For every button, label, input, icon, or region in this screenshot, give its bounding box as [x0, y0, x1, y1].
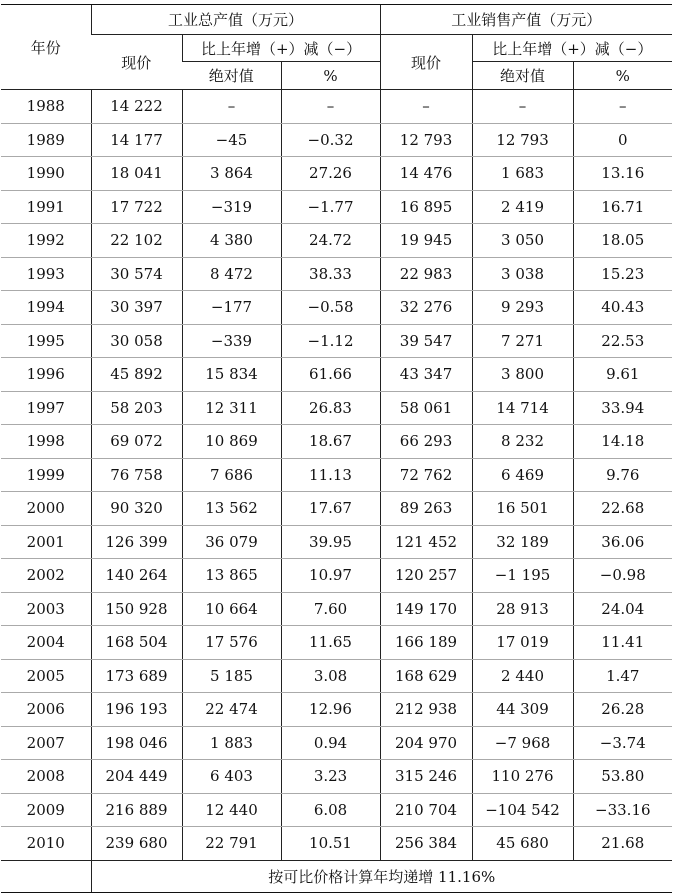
gross-current-cell: 30 574 [91, 257, 182, 291]
gross-absolute-cell: 1 883 [182, 726, 281, 760]
sales-absolute-cell: −1 195 [472, 559, 573, 593]
sales-current-cell: 121 452 [380, 525, 472, 559]
sales-current-cell: 19 945 [380, 224, 472, 258]
gross-current-cell: 239 680 [91, 827, 182, 861]
table-row [1, 760, 672, 794]
year-cell: 1988 [1, 90, 91, 124]
year-cell: 1996 [1, 358, 91, 392]
sales-percent-cell: 15.23 [573, 257, 672, 291]
gross-current-cell: 14 177 [91, 123, 182, 157]
sales-absolute-cell: 28 913 [472, 592, 573, 626]
sales-percent-cell: 36.06 [573, 525, 672, 559]
year-cell: 2005 [1, 659, 91, 693]
gross-absolute-cell: 4 380 [182, 224, 281, 258]
gross-absolute-cell: 10 869 [182, 425, 281, 459]
gross-current-cell: 168 504 [91, 626, 182, 660]
sales-percent-cell: 21.68 [573, 827, 672, 861]
header-gross-absolute: 绝对值 [182, 62, 281, 90]
gross-percent-cell: 11.13 [281, 458, 380, 492]
gross-percent-cell: −0.32 [281, 123, 380, 157]
gross-percent-cell: 18.67 [281, 425, 380, 459]
header-gross-output: 工业总产值（万元） [91, 5, 380, 35]
sales-current-cell: 149 170 [380, 592, 472, 626]
gross-current-cell: 69 072 [91, 425, 182, 459]
table-row [1, 291, 672, 325]
sales-absolute-cell: 3 050 [472, 224, 573, 258]
gross-current-cell: 90 320 [91, 492, 182, 526]
table-row [1, 693, 672, 727]
table-row [1, 324, 672, 358]
table-row [1, 592, 672, 626]
sales-absolute-cell: 110 276 [472, 760, 573, 794]
table-row [1, 559, 672, 593]
gross-absolute-cell: 7 686 [182, 458, 281, 492]
sales-current-cell: 210 704 [380, 793, 472, 827]
sales-percent-cell: 0 [573, 123, 672, 157]
sales-percent-cell: −3.74 [573, 726, 672, 760]
gross-absolute-cell: −45 [182, 123, 281, 157]
sales-percent-cell: 53.80 [573, 760, 672, 794]
gross-current-cell: 140 264 [91, 559, 182, 593]
gross-percent-cell: 7.60 [281, 592, 380, 626]
gross-current-cell: 30 058 [91, 324, 182, 358]
sales-absolute-cell: 6 469 [472, 458, 573, 492]
gross-absolute-cell: 6 403 [182, 760, 281, 794]
gross-percent-cell: 3.23 [281, 760, 380, 794]
sales-current-cell: 32 276 [380, 291, 472, 325]
gross-percent-cell: −1.77 [281, 190, 380, 224]
year-cell: 2003 [1, 592, 91, 626]
sales-percent-cell: 13.16 [573, 157, 672, 191]
year-cell: 1995 [1, 324, 91, 358]
year-cell: 1994 [1, 291, 91, 325]
year-cell: 1993 [1, 257, 91, 291]
year-cell: 1990 [1, 157, 91, 191]
gross-current-cell: 30 397 [91, 291, 182, 325]
gross-current-cell: 22 102 [91, 224, 182, 258]
sales-percent-cell: 16.71 [573, 190, 672, 224]
sales-absolute-cell: 32 189 [472, 525, 573, 559]
sales-current-cell: 14 476 [380, 157, 472, 191]
sales-current-cell: 89 263 [380, 492, 472, 526]
sales-current-cell: 72 762 [380, 458, 472, 492]
header-sales-output: 工业销售产值（万元） [380, 5, 672, 35]
sales-current-cell: 120 257 [380, 559, 472, 593]
gross-current-cell: 76 758 [91, 458, 182, 492]
sales-percent-cell: 22.53 [573, 324, 672, 358]
table-row [1, 458, 672, 492]
year-cell: 1989 [1, 123, 91, 157]
sales-absolute-cell: 45 680 [472, 827, 573, 861]
sales-current-cell: 66 293 [380, 425, 472, 459]
sales-percent-cell: 9.76 [573, 458, 672, 492]
table-row [1, 492, 672, 526]
sales-percent-cell: 11.41 [573, 626, 672, 660]
footer-empty-cell [1, 860, 91, 892]
table-row [1, 224, 672, 258]
gross-absolute-cell: 10 664 [182, 592, 281, 626]
table-header [1, 5, 672, 90]
gross-percent-cell: 26.83 [281, 391, 380, 425]
sales-current-cell: 166 189 [380, 626, 472, 660]
year-cell: 1998 [1, 425, 91, 459]
sales-current-cell: 315 246 [380, 760, 472, 794]
gross-percent-cell: 17.67 [281, 492, 380, 526]
year-cell: 2006 [1, 693, 91, 727]
sales-absolute-cell: 14 714 [472, 391, 573, 425]
year-cell: 2009 [1, 793, 91, 827]
gross-percent-cell: 6.08 [281, 793, 380, 827]
gross-percent-cell: 39.95 [281, 525, 380, 559]
sales-percent-cell: 22.68 [573, 492, 672, 526]
sales-absolute-cell: 8 232 [472, 425, 573, 459]
sales-absolute-cell: 12 793 [472, 123, 573, 157]
table-row [1, 793, 672, 827]
header-sales-percent: % [573, 62, 672, 90]
table-row [1, 626, 672, 660]
sales-percent-cell: −33.16 [573, 793, 672, 827]
gross-percent-cell: 27.26 [281, 157, 380, 191]
gross-absolute-cell: 13 562 [182, 492, 281, 526]
gross-absolute-cell: 3 864 [182, 157, 281, 191]
gross-current-cell: 196 193 [91, 693, 182, 727]
year-cell: 2007 [1, 726, 91, 760]
table-row [1, 425, 672, 459]
gross-percent-cell: 10.51 [281, 827, 380, 861]
sales-percent-cell: 18.05 [573, 224, 672, 258]
table-row [1, 659, 672, 693]
table-row [1, 525, 672, 559]
gross-current-cell: 198 046 [91, 726, 182, 760]
sales-percent-cell: 40.43 [573, 291, 672, 325]
header-gross-change: 比上年增（+）减（−） [182, 35, 380, 62]
year-cell: 2000 [1, 492, 91, 526]
table-row [1, 726, 672, 760]
table-row [1, 257, 672, 291]
gross-absolute-cell: 15 834 [182, 358, 281, 392]
sales-absolute-cell: 2 419 [472, 190, 573, 224]
sales-current-cell: 12 793 [380, 123, 472, 157]
header-gross-current-price: 现价 [91, 35, 182, 90]
table-row [1, 90, 672, 124]
header-year: 年份 [1, 5, 91, 90]
year-cell: 2008 [1, 760, 91, 794]
sales-absolute-cell: −7 968 [472, 726, 573, 760]
sales-absolute-cell: 1 683 [472, 157, 573, 191]
gross-percent-cell: 0.94 [281, 726, 380, 760]
sales-current-cell: – [380, 90, 472, 124]
header-sales-change: 比上年增（+）减（−） [472, 35, 672, 62]
sales-absolute-cell: −104 542 [472, 793, 573, 827]
sales-percent-cell: 1.47 [573, 659, 672, 693]
sales-absolute-cell: 2 440 [472, 659, 573, 693]
year-cell: 2010 [1, 827, 91, 861]
sales-absolute-cell: 17 019 [472, 626, 573, 660]
gross-absolute-cell: 13 865 [182, 559, 281, 593]
header-gross-percent: % [281, 62, 380, 90]
table-row [1, 391, 672, 425]
gross-absolute-cell: 12 440 [182, 793, 281, 827]
sales-current-cell: 58 061 [380, 391, 472, 425]
gross-percent-cell: 38.33 [281, 257, 380, 291]
sales-absolute-cell: 3 800 [472, 358, 573, 392]
table-row [1, 190, 672, 224]
year-cell: 2004 [1, 626, 91, 660]
table-body [1, 90, 672, 861]
year-cell: 2002 [1, 559, 91, 593]
gross-current-cell: 150 928 [91, 592, 182, 626]
gross-current-cell: 45 892 [91, 358, 182, 392]
gross-percent-cell: −1.12 [281, 324, 380, 358]
gross-current-cell: 14 222 [91, 90, 182, 124]
year-cell: 1999 [1, 458, 91, 492]
gross-percent-cell: 24.72 [281, 224, 380, 258]
sales-percent-cell: −0.98 [573, 559, 672, 593]
sales-current-cell: 39 547 [380, 324, 472, 358]
gross-absolute-cell: 17 576 [182, 626, 281, 660]
gross-percent-cell: – [281, 90, 380, 124]
year-cell: 1997 [1, 391, 91, 425]
gross-absolute-cell: 5 185 [182, 659, 281, 693]
sales-absolute-cell: 9 293 [472, 291, 573, 325]
table-row [1, 827, 672, 861]
sales-current-cell: 256 384 [380, 827, 472, 861]
sales-current-cell: 43 347 [380, 358, 472, 392]
gross-absolute-cell: 12 311 [182, 391, 281, 425]
gross-percent-cell: 12.96 [281, 693, 380, 727]
sales-absolute-cell: – [472, 90, 573, 124]
gross-absolute-cell: −177 [182, 291, 281, 325]
sales-current-cell: 212 938 [380, 693, 472, 727]
gross-current-cell: 126 399 [91, 525, 182, 559]
header-sales-absolute: 绝对值 [472, 62, 573, 90]
gross-absolute-cell: 8 472 [182, 257, 281, 291]
gross-absolute-cell: – [182, 90, 281, 124]
sales-absolute-cell: 16 501 [472, 492, 573, 526]
year-cell: 1992 [1, 224, 91, 258]
gross-current-cell: 58 203 [91, 391, 182, 425]
gross-percent-cell: −0.58 [281, 291, 380, 325]
year-cell: 2001 [1, 525, 91, 559]
footer-note: 按可比价格计算年均递增 11.16% [91, 860, 672, 892]
table-row [1, 157, 672, 191]
table-row [1, 358, 672, 392]
sales-current-cell: 22 983 [380, 257, 472, 291]
sales-absolute-cell: 7 271 [472, 324, 573, 358]
header-sales-current-price: 现价 [380, 35, 472, 90]
gross-current-cell: 204 449 [91, 760, 182, 794]
sales-current-cell: 168 629 [380, 659, 472, 693]
industrial-output-table [1, 4, 672, 893]
sales-percent-cell: 14.18 [573, 425, 672, 459]
gross-current-cell: 216 889 [91, 793, 182, 827]
sales-percent-cell: 24.04 [573, 592, 672, 626]
gross-current-cell: 17 722 [91, 190, 182, 224]
gross-percent-cell: 61.66 [281, 358, 380, 392]
gross-percent-cell: 10.97 [281, 559, 380, 593]
sales-percent-cell: – [573, 90, 672, 124]
sales-percent-cell: 33.94 [573, 391, 672, 425]
year-cell: 1991 [1, 190, 91, 224]
gross-absolute-cell: −339 [182, 324, 281, 358]
table-row [1, 123, 672, 157]
sales-current-cell: 16 895 [380, 190, 472, 224]
sales-current-cell: 204 970 [380, 726, 472, 760]
sales-absolute-cell: 44 309 [472, 693, 573, 727]
gross-current-cell: 173 689 [91, 659, 182, 693]
sales-percent-cell: 9.61 [573, 358, 672, 392]
gross-absolute-cell: 36 079 [182, 525, 281, 559]
sales-absolute-cell: 3 038 [472, 257, 573, 291]
gross-percent-cell: 11.65 [281, 626, 380, 660]
gross-absolute-cell: 22 791 [182, 827, 281, 861]
gross-current-cell: 18 041 [91, 157, 182, 191]
sales-percent-cell: 26.28 [573, 693, 672, 727]
gross-absolute-cell: 22 474 [182, 693, 281, 727]
gross-percent-cell: 3.08 [281, 659, 380, 693]
gross-absolute-cell: −319 [182, 190, 281, 224]
